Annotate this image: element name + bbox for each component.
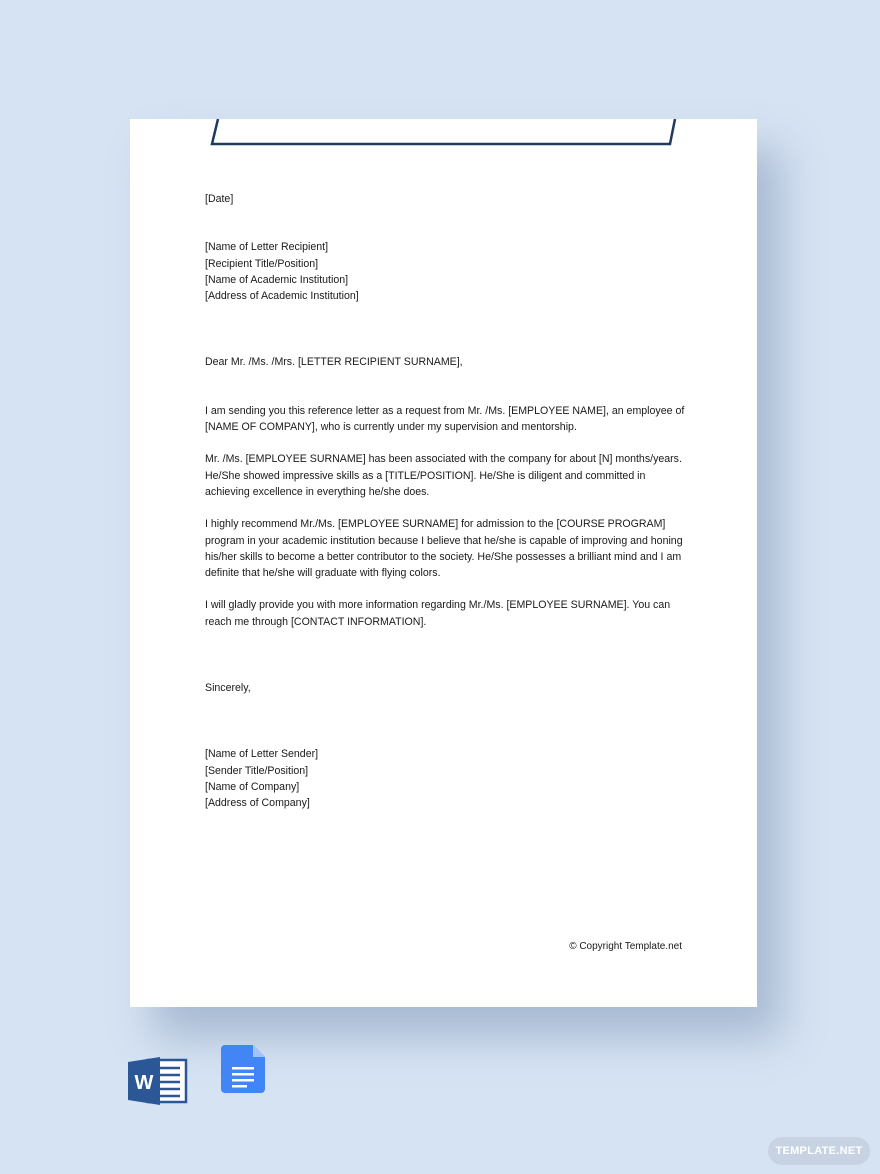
svg-text:W: W [134,1072,154,1094]
google-docs-icon[interactable] [221,1045,267,1093]
recipient-line: [Address of Academic Institution] [205,290,359,303]
salutation: Dear Mr. /Ms. /Mrs. [LETTER RECIPIENT SURNAME], [205,356,463,369]
header-frame-decoration [130,119,757,149]
body-paragraph: I am sending you this reference letter as a request from Mr. /Ms. [EMPLOYEE NAME], an employee of [NAME OF COMPANY], who is currently under my supervision and mentorship. [205,404,685,434]
copyright-notice: © Copyright Template.net [569,941,682,952]
sender-line: [Sender Title/Position] [205,764,309,777]
body-paragraph: Mr. /Ms. [EMPLOYEE SURNAME] has been associated with the company for about [N] months/years. He/She showed impressive skills as a [TITLE/POSITION]. He/She is diligent and committed in achieving excellence in everything he/she does. [205,453,682,498]
sender-line: [Address of Company] [205,797,310,810]
template-net-badge: TEMPLATE.NET [768,1137,870,1165]
sender-block [205,746,690,811]
closing: Sincerely, [205,682,251,695]
recipient-line: [Recipient Title/Position] [205,257,319,270]
recipient-line: [Name of Academic Institution] [205,273,349,286]
recipient-line: [Name of Letter Recipient] [205,241,329,254]
letter-page [130,119,757,1007]
body-paragraph: I highly recommend Mr./Ms. [EMPLOYEE SURNAME] for admission to the [COURSE PROGRAM] program in your academic institution because I believe that he/she is capable of improving and honing his/her skills to become a better contributor to the society. He/She possesses a brilliant mind and I am definite that he/she will graduate with flying colors. [205,518,683,580]
letter-date: [Date] [205,193,234,205]
sender-line: [Name of Letter Sender] [205,748,319,761]
body-paragraph: I will gladly provide you with more information regarding Mr./Ms. [EMPLOYEE SURNAME]. You can reach me through [CONTACT INFORMATION]. [205,599,671,628]
sender-line: [Name of Company] [205,780,300,793]
microsoft-word-icon[interactable] [128,1056,188,1106]
letter-body [205,191,690,812]
recipient-block [205,239,690,304]
